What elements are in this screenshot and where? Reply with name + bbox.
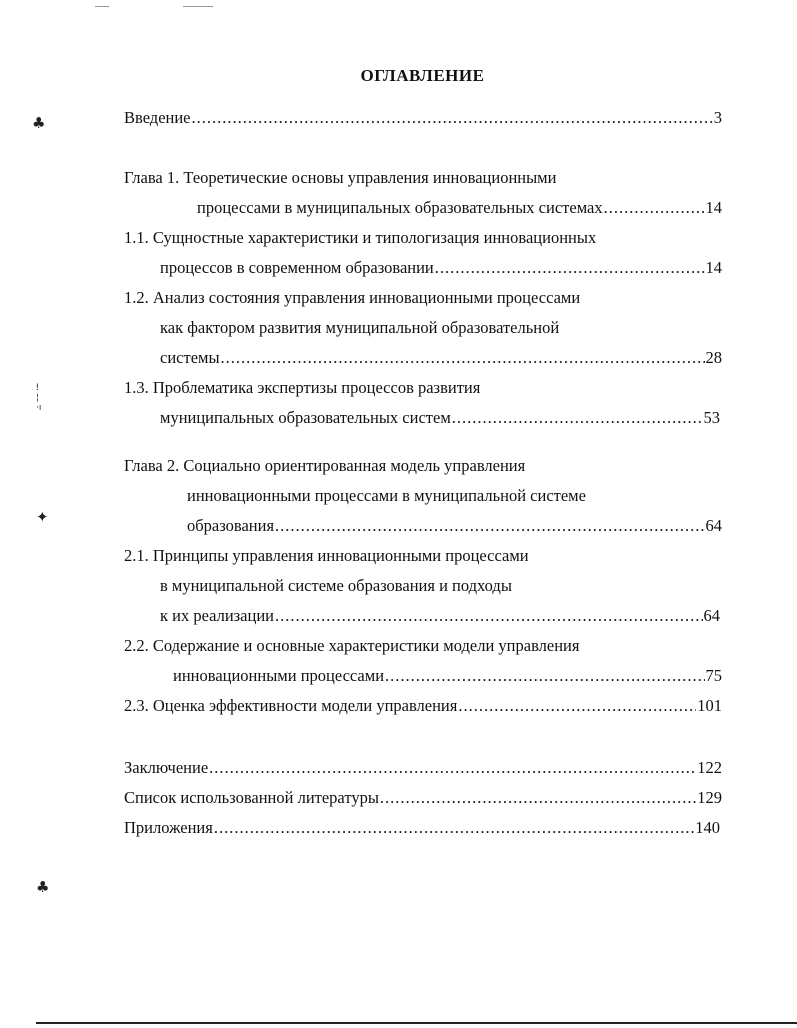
toc-page-number: 122: [697, 758, 722, 777]
toc-title: ОГЛАВЛЕНИЕ: [360, 66, 485, 85]
toc-page-number: 101: [697, 696, 722, 715]
dot-leader: [452, 408, 703, 428]
section-2-2-heading: 2.2. Содержание и основные характеристики модели управления: [124, 636, 580, 655]
chapter-1-heading: Глава 1. Теоретические основы управления инновационными: [124, 168, 557, 187]
toc-page-number: 75: [705, 666, 722, 685]
toc-entry-label: Заключение: [124, 758, 209, 777]
toc-entry-references: [124, 788, 722, 808]
section-1-2-continuation: как фактором развития муниципальной образовательной: [160, 318, 560, 337]
toc-page-number: 28: [705, 348, 722, 367]
toc-entry-chapter-1: [197, 198, 722, 218]
dot-leader: [209, 758, 696, 778]
toc-entry-section-2-3: [124, 696, 722, 716]
dot-leader: [214, 818, 694, 838]
toc-page-number: 14: [705, 258, 722, 277]
toc-entry-label: 2.3. Оценка эффективности модели управления: [124, 696, 458, 715]
toc-entry-label: процессов в современном образовании: [160, 258, 434, 277]
toc-entry-intro: [124, 108, 722, 128]
dot-leader: [385, 666, 704, 686]
dot-leader: [275, 606, 703, 626]
chapter-2-continuation: инновационными процессами в муниципальной системе: [187, 486, 586, 505]
toc-page-number: 53: [703, 408, 720, 427]
toc-page-number: 14: [705, 198, 722, 217]
toc-entry-label: Приложения: [124, 818, 213, 837]
toc-entry-chapter-2: [187, 516, 722, 536]
toc-entry-section-1-3: [160, 408, 720, 428]
section-1-3-heading: 1.3. Проблематика экспертизы процессов развития: [124, 378, 481, 397]
toc-entry-label: к их реализации: [160, 606, 274, 625]
dot-leader: [380, 788, 696, 808]
toc-entry-label: Введение: [124, 108, 191, 127]
dot-leader: [435, 258, 705, 278]
toc-page-number: 64: [705, 516, 722, 535]
toc-entry-section-1-1: [160, 258, 722, 278]
dot-leader: [275, 516, 704, 536]
binder-hole-mark: ♣: [32, 114, 46, 132]
section-2-1-continuation: в муниципальной системе образования и подходы: [160, 576, 512, 595]
section-2-1-heading: 2.1. Принципы управления инновационными процессами: [124, 546, 529, 565]
toc-entry-label: инновационными процессами: [173, 666, 385, 685]
toc-page-number: 64: [703, 606, 720, 625]
dot-leader: [221, 348, 705, 368]
toc-entry-section-2-2: [173, 666, 722, 686]
dot-leader: [192, 108, 713, 128]
scan-mark-line: [95, 6, 109, 7]
chapter-2-heading: Глава 2. Социально ориентированная модель управления: [124, 456, 526, 475]
toc-page-number: 3: [713, 108, 722, 127]
page-bottom-edge: [36, 1022, 797, 1024]
scan-mark-line: [183, 6, 213, 7]
toc-entry-label: Список использованной литературы: [124, 788, 379, 807]
toc-page-number: 129: [697, 788, 722, 807]
toc-entry-label: образования: [187, 516, 275, 535]
toc-entry-label: системы: [160, 348, 220, 367]
toc-entry-section-2-1: [160, 606, 720, 626]
toc-entry-section-1-2: [160, 348, 722, 368]
section-1-2-heading: 1.2. Анализ состояния управления инновационными процессами: [124, 288, 581, 307]
dot-leader: [458, 696, 696, 716]
binder-hole-mark: ✦: [36, 508, 49, 526]
toc-page-number: 140: [695, 818, 720, 837]
toc-entry-label: муниципальных образовательных систем: [160, 408, 451, 427]
toc-entry-appendices: [124, 818, 720, 838]
section-1-1-heading: 1.1. Сущностные характеристики и типологизация инновационных: [124, 228, 597, 247]
binder-hole-mark: ♣: [36, 878, 50, 896]
toc-entry-label: процессами в муниципальных образовательных системах: [197, 198, 603, 217]
scan-speck: ǃ ¦ ·ı: [36, 383, 42, 413]
dot-leader: [604, 198, 705, 218]
toc-entry-conclusion: [124, 758, 722, 778]
